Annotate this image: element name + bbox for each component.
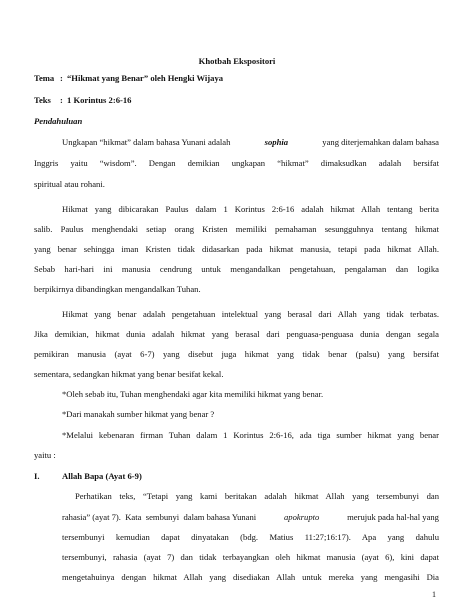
note-line-2: *Dari manakah sumber hikmat yang benar ? (62, 409, 215, 419)
note-line-3b: yaitu : (34, 450, 56, 460)
note-line-1: *Oleh sebab itu, Tuhan menghendaki agar kita memiliki hikmat yang benar. (62, 389, 324, 399)
p1-text-a: Ungkapan “hikmat” dalam bahasa Yunani adalah (62, 137, 233, 147)
paragraph-4-line-1: Perhatikan teks, “Tetapi yang kami beritakan adalah hikmat Allah yang tersembunyi dan (75, 491, 439, 501)
page-number: 1 (432, 590, 436, 599)
paragraph-3-line-3: pemikiran manusia (ayat 6-7) yang disebut juga hikmat yang tidak benar (palsu) yang bersifat (34, 349, 439, 359)
paragraph-2-line-2: salib. Paulus menghendaki setiap orang Kristen memiliki pemahaman sesungguhnya tentang hikmat (34, 224, 439, 234)
paragraph-3-line-1: Hikmat yang benar adalah pengetahuan intelektual yang berasal dari Allah yang tidak terbatas. (62, 309, 439, 319)
paragraph-2-line-4: Sebab hari-hari ini manusia cendrung untuk mengandalkan pengetahuan, pengalaman dan logika (34, 264, 439, 274)
paragraph-1-line-1 (62, 137, 439, 148)
paragraph-2-line-3: yang benar sehingga iman Kristen tidak didasarkan pada hikmat manusia, tetapi pada hikmat Allah. (34, 244, 439, 254)
section-1-title: Allah Bapa (Ayat 6-9) (62, 471, 142, 481)
document-title: Khotbah Ekspositori (198, 56, 276, 66)
p4-term-apokrupto: apokrupto (283, 512, 320, 522)
tema-colon: : (60, 73, 63, 83)
p4-text-a: rahasia” (ayat 7). Kata sembunyi dalam bahasa Yunani (62, 512, 259, 522)
p1-text-c: yang diterjemahkan dalam bahasa (320, 137, 439, 147)
p4-text-c: merujuk pada hal-hal yang (344, 512, 439, 522)
p1-term-sophia: sophia (264, 137, 289, 147)
paragraph-1-line-2: Inggris yaitu “wisdom”. Dengan demikian ungkapan “hikmat” dimaksudkan adalah bersifat (34, 158, 439, 168)
tema-value: “Hikmat yang Benar” oleh Hengki Wijaya (67, 73, 224, 83)
paragraph-4-line-2 (62, 512, 439, 523)
tema-label: Tema (34, 73, 55, 83)
teks-colon: : (60, 95, 63, 105)
section-heading-pendahuluan: Pendahuluan (34, 116, 83, 126)
paragraph-2-line-1: Hikmat yang dibicarakan Paulus dalam 1 Korintus 2:6-16 adalah hikmat Allah tentang berita (62, 204, 439, 214)
paragraph-2-line-5: berpikirnya dibandingkan mengandalkan Tuhan. (34, 284, 201, 294)
teks-label: Teks (34, 95, 51, 105)
paragraph-3-line-2: Jika demikian, hikmat dunia adalah hikmat yang berasal dari penguasa-penguasa dunia dengan segala (34, 329, 439, 339)
teks-value: 1 Korintus 2:6-16 (67, 95, 132, 105)
note-line-3a: *Melalui kebenaran firman Tuhan dalam 1 Korintus 2:6-16, ada tiga sumber hikmat yang benar (62, 430, 439, 440)
paragraph-1-line-3: spiritual atau rohani. (34, 179, 105, 189)
paragraph-4-line-5: mengetahuinya dengan hikmat Allah yang disediakan Allah untuk mereka yang mengasihi Dia (62, 572, 439, 582)
paragraph-3-line-4: sementara, sedangkan hikmat yang benar besifat kekal. (34, 369, 224, 379)
paragraph-4-line-3: tersembunyi kemudian dapat dinyatakan (bdg. Matius 11:27;16:17). Apa yang dahulu (62, 532, 439, 542)
paragraph-4-line-4: tersembunyi, rahasia (ayat 7) dan tidak terbayangkan oleh hikmat manusia (ayat 6), kini dapat (62, 552, 439, 562)
section-1-number: I. (34, 471, 40, 481)
